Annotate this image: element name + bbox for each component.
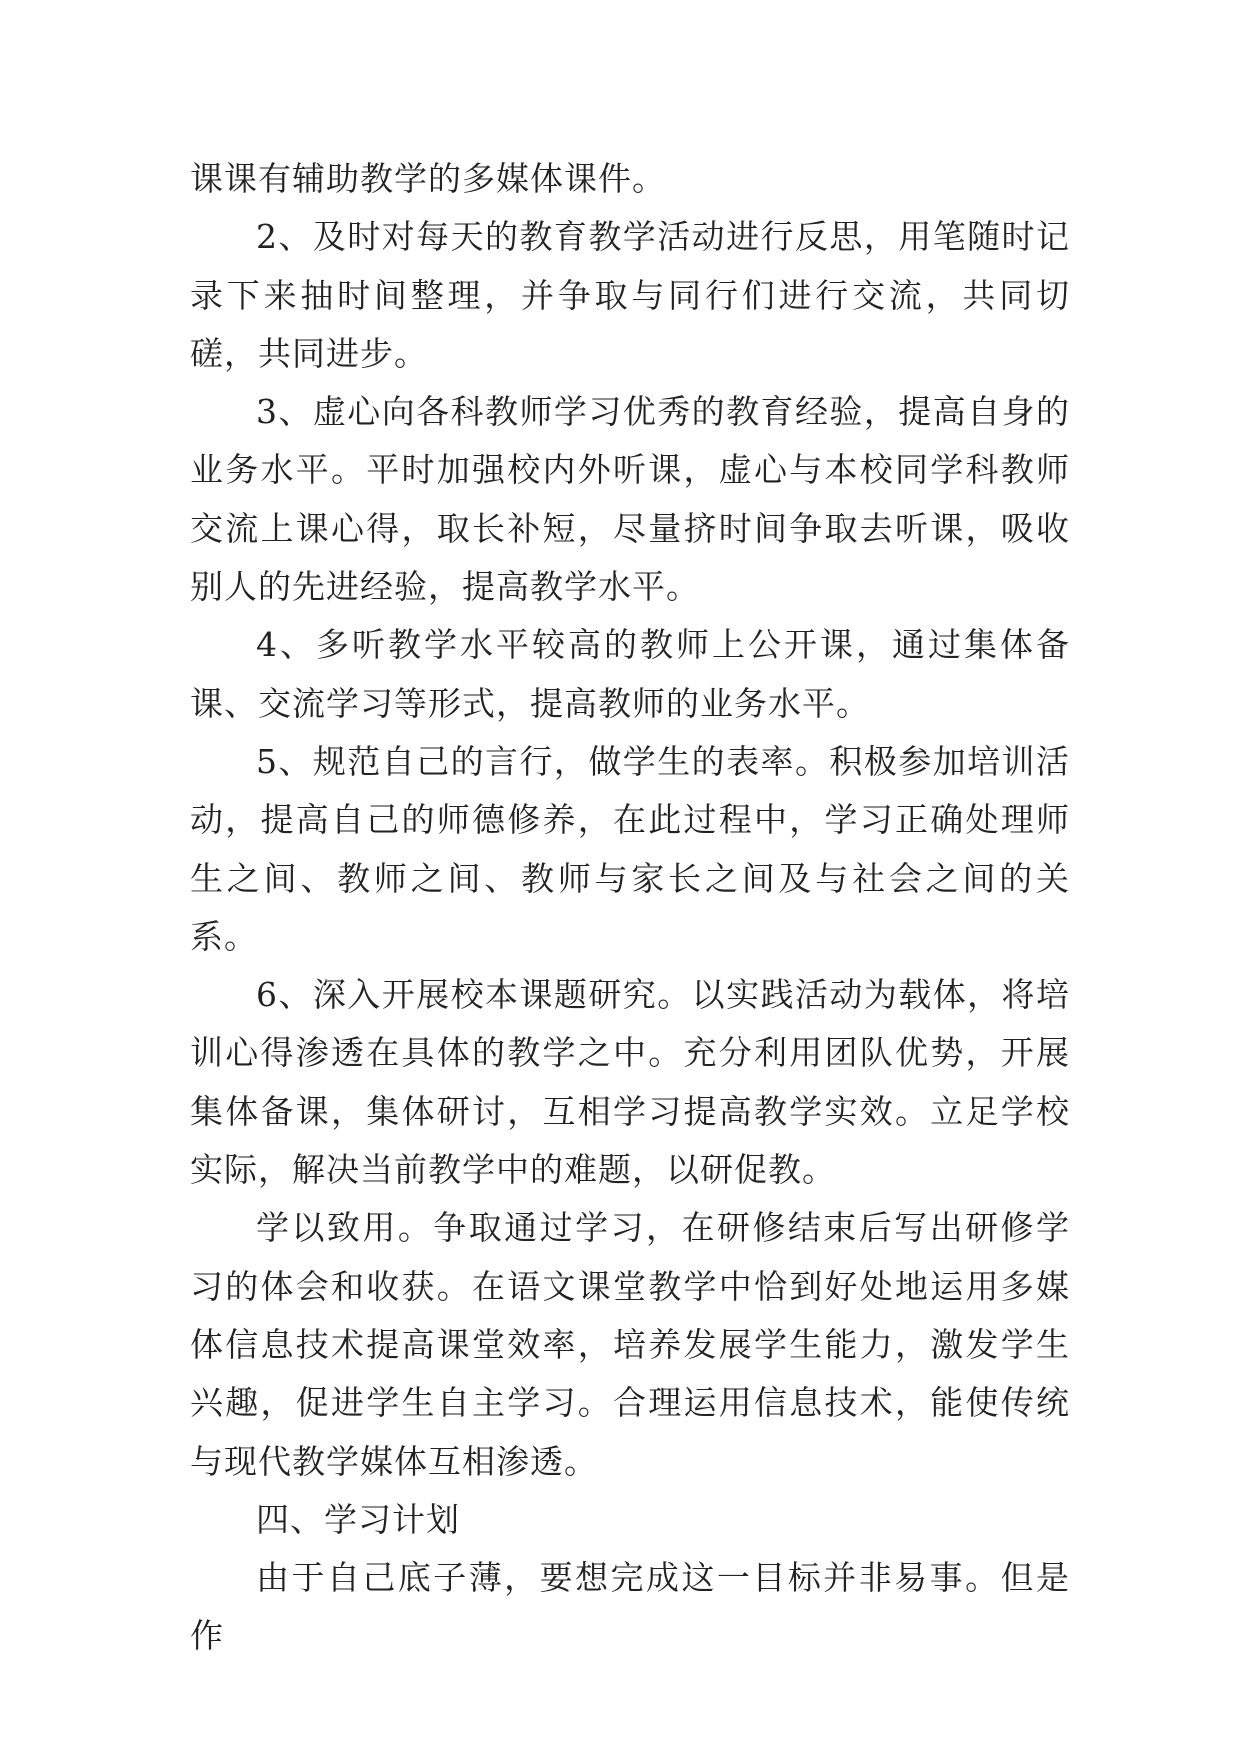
paragraph-item-6: 6、深入开展校本课题研究。以实践活动为载体，将培训心得渗透在具体的教学之中。充分利用团队优势，开展集体备课，集体研讨，互相学习提高教学实效。立足学校实际，解决当前教学中的难题，以研促教。 [190,975,1070,1190]
paragraph-study-plan: 由于自己底子薄，要想完成这一目标并非易事。但是作 [190,1558,1070,1656]
paragraph-item-2: 2、及时对每天的教育教学活动进行反思，用笔随时记录下来抽时间整理，并争取与同行们进行交流，共同切磋，共同进步。 [190,217,1070,373]
paragraph-item-4: 4、多听教学水平较高的教师上公开课，通过集体备课、交流学习等形式，提高教师的业务水平。 [190,625,1070,723]
paragraph-item-5: 5、规范自己的言行，做学生的表率。积极参加培训活动，提高自己的师德修养，在此过程中，学习正确处理师生之间、教师之间、教师与家长之间及与社会之间的关系。 [190,741,1070,956]
paragraph-application: 学以致用。争取通过学习，在研修结束后写出研修学习的体会和收获。在语文课堂教学中恰到好处地运用多媒体信息技术提高课堂效率，培养发展学生能力，激发学生兴趣，促进学生自主学习。合理运用信息技术，能使传统与现代教学媒体互相渗透。 [190,1208,1070,1481]
section-heading-study-plan: 四、学习计划 [256,1499,460,1539]
paragraph-continuation: 课课有辅助教学的多媒体课件。 [190,159,666,198]
paragraph-item-3: 3、虚心向各科教师学习优秀的教育经验，提高自身的业务水平。平时加强校内外听课，虚心与本校同学科教师交流上课心得，取长补短，尽量挤时间争取去听课，吸收别人的先进经验，提高教学水平。 [190,392,1070,607]
document-body [190,150,1070,1666]
